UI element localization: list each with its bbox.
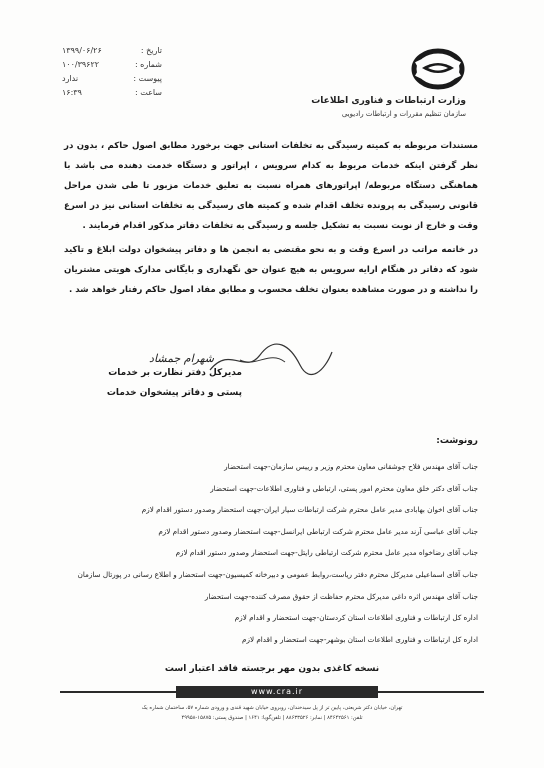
meta-date-label: تاریخ : [140,46,162,55]
letter-meta [62,44,162,100]
organization-name: سازمان تنظیم مقررات و ارتباطات رادیویی [341,110,466,118]
cc-item: جناب آقای مهندس اثره داغی مدیرکل محترم حفاظت از حقوق مصرف کننده-جهت استحضار [204,591,478,601]
meta-number-value: ۱۰۰/۳۹۶۲۲ [62,60,100,69]
footer-address: تهران، خیابان دکتر شریعتی، پایین تر از پل سیدخندان، روبروی خیابان شهید قندی و ورودی شماره ۵۷، ساختمان شماره یک [141,705,403,711]
signatory-title-line1: مدیرکل دفتر نظارت بر خدمات [108,368,242,378]
meta-attachment-value: ندارد [62,74,79,83]
letter-body [64,136,478,304]
cc-title: رونوشت: [436,436,478,446]
meta-time-label: ساعت : [134,88,162,97]
stamp-validity-note: نسخه کاغذی بدون مهر برجسته فاقد اعتبار است [164,664,380,674]
meta-time-row [62,86,162,100]
meta-number-label: شماره : [134,60,162,69]
cc-item: اداره کل ارتباطات و فناوری اطلاعات استان کردستان-جهت استحضار و اقدام لازم [234,613,478,623]
meta-attachment-label: پیوست : [133,74,162,83]
cc-item: جناب آقای اخوان بهابادی مدیر عامل محترم شرکت ارتباطات سیار ایران-جهت استحضار وصدور دستور اقدام لازم [141,505,478,515]
meta-number-row [62,58,162,72]
cc-item: جناب آقای اسماعیلی مدیرکل محترم دفتر ریاست،روابط عمومی و دبیرخانه کمیسیون-جهت استحضار و اطلاع رسانی در پورتال سازمان [77,569,478,579]
cc-item: جناب آقای عباسی آرند مدیر عامل محترم شرکت ارتباطی ایرانسل-جهت استحضار وصدور دستور اقدام لازم [158,526,478,536]
signatory-name: شهرام جمشاد [149,352,214,365]
body-paragraph-2: در خاتمه مراتب در اسرع وقت و به نحو مقتضی به انجمن ها و دفاتر پیشخوان دولت ابلاغ و تاکید شود که دفاتر در هنگام ارایه سرویس به هیچ عنوان حق نگهداری و بایگانی مدارک هویتی مشتریان را نداشته و در صورت مشاهده بعنوان تخلف محسوب و مطابق مفاد اصول حاکم رفتار خواهد شد . [64,245,478,295]
cc-item: جناب آقای دکتر خلق معاون محترم امور پستی، ارتباطی و فناوری اطلاعات-جهت استحضار [210,483,478,493]
ministry-logo-icon [408,46,468,92]
cc-item: اداره کل ارتباطات و فناوری اطلاعات استان بوشهر-جهت استحضار و اقدام لازم [242,634,478,644]
website-link[interactable]: www.cra.ir [176,686,378,698]
meta-date-row [62,44,162,58]
cc-item: جناب آقای مهندس فلاح جوشقانی معاون محترم وزیر و رییس سازمان-جهت استحضار [224,462,478,471]
signatory-title-line2: پستی و دفاتر پیشخوان خدمات [106,388,242,398]
meta-date-value: ۱۳۹۹/۰۶/۲۶ [62,46,102,55]
cc-item: جناب آقای رضاخواه مدیر عامل محترم شرکت ارتباطی رایتل-جهت استحضار وصدور دستور اقدام لازم [175,548,478,558]
cc-list [60,456,478,650]
meta-attachment-row [62,72,162,86]
ministry-name: وزارت ارتباطات و فناوری اطلاعات [311,96,466,106]
body-paragraph-1: مستندات مربوطه به کمیته رسیدگی به تخلفات استانی جهت برخورد مطابق اصول حاکم ، بدون در نظر گرفتن اینکه خدمات مربوط به کدام سرویس ، اپراتور و دستگاه خدمت دهنده می باشد با هماهنگی دستگاه مربوطه/ اپراتورهای همراه نسبت به تعلیق خدمات مزبور تا طی شدن مراحل قانونی رسیدگی به پرونده تخلف اقدام شده و کمیته های رسیدگی به تخلفات استانی نیز در اسرع وقت و خارج از نوبت نسبت به تشکیل جلسه و رسیدگی به تخلفات دفاتر مذکور اقدام فرمایند . [64,141,478,231]
meta-time-value: ۱۶:۳۹ [62,88,82,97]
footer-contact: تلفن: ۸۴۶۴۲۵۶۱ | نمابر: ۸۸۶۳۳۵۲۶ | تلفن‌گویا: ۱۶۴۱ | صندوق پستی: ۱۵۸۷۵-۴۹۹۵۸ [181,715,363,721]
